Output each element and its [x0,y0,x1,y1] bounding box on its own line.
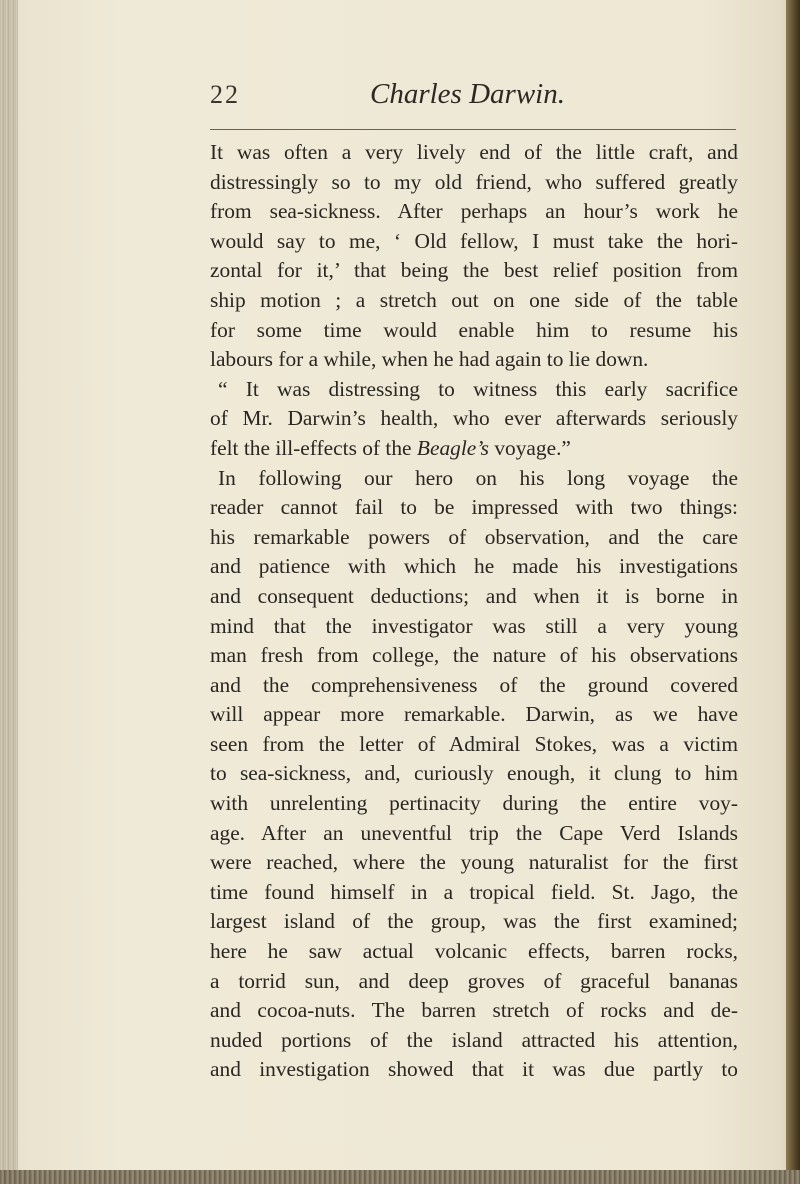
text-line: labours for a while, when he had again to lie down. [210,347,649,372]
italic-ship-name: Beagle’s [416,435,489,460]
text-line: reader cannot fail to be impressed with two things: [210,495,738,520]
text-line: and cocoa-nuts. The barren stretch of rocks and de- [210,998,738,1023]
header-rule [210,129,736,130]
text-run: felt the ill-effects of the [210,435,417,460]
text-line: man fresh from college, the nature of his observations [210,643,738,668]
text-line: In following our hero on his long voyage the [218,465,738,490]
page-binding-edge [0,0,18,1184]
page-right-edge [786,0,800,1184]
text-line: will appear more remarkable. Darwin, as we have [210,702,738,727]
text-line: with unrelenting pertinacity during the entire voy- [210,791,738,816]
text-line: would say to me, ‘ Old fellow, I must take the hori- [210,228,738,253]
text-line: nuded portions of the island attracted his attention, [210,1027,738,1052]
text-line: his remarkable powers of observation, and the care [210,524,738,549]
text-line: of Mr. Darwin’s health, who ever afterwards seriously [210,406,738,431]
text-line: mind that the investigator was still a very young [210,613,738,638]
text-line: and consequent deductions; and when it is borne in [210,583,738,608]
text-line: and patience with which he made his investigations [210,554,738,579]
running-head [210,74,750,118]
text-line: seen from the letter of Admiral Stokes, was a victim [210,731,738,756]
text-line: ship motion ; a stretch out on one side of the table [210,287,738,312]
text-line: and the comprehensiveness of the ground covered [210,672,738,697]
text-line: distressingly so to my old friend, who suffered greatly [210,169,738,194]
text-line: zontal for it,’ that being the best relief position from [210,258,738,283]
text-line: were reached, where the young naturalist for the first [210,850,738,875]
text-line: to sea-sickness, and, curiously enough, it clung to him [210,761,738,786]
page-number: 22 [210,80,240,109]
text-line: “ It was distressing to witness this early sacrifice [218,376,738,401]
text-run: voyage.” [488,435,571,460]
body-text [210,138,738,1085]
text-line: a torrid sun, and deep groves of graceful bananas [210,968,738,993]
text-line: It was often a very lively end of the little craft, and [210,140,738,164]
text-line: from sea-sickness. After perhaps an hour’s work he [210,199,738,224]
text-line: for some time would enable him to resume his [210,317,738,342]
text-line: age. After an uneventful trip the Cape Verd Islands [210,820,738,845]
text-line: time found himself in a tropical field. St. Jago, the [210,879,738,904]
text-line: and investigation showed that it was due partly to [210,1057,738,1082]
page-bottom-edge [0,1170,800,1184]
text-line: largest island of the group, was the first examined; [210,909,738,934]
text-line-with-italic [210,434,738,464]
text-line: here he saw actual volcanic effects, barren rocks, [210,939,738,964]
running-head-title: Charles Darwin. [370,78,565,110]
